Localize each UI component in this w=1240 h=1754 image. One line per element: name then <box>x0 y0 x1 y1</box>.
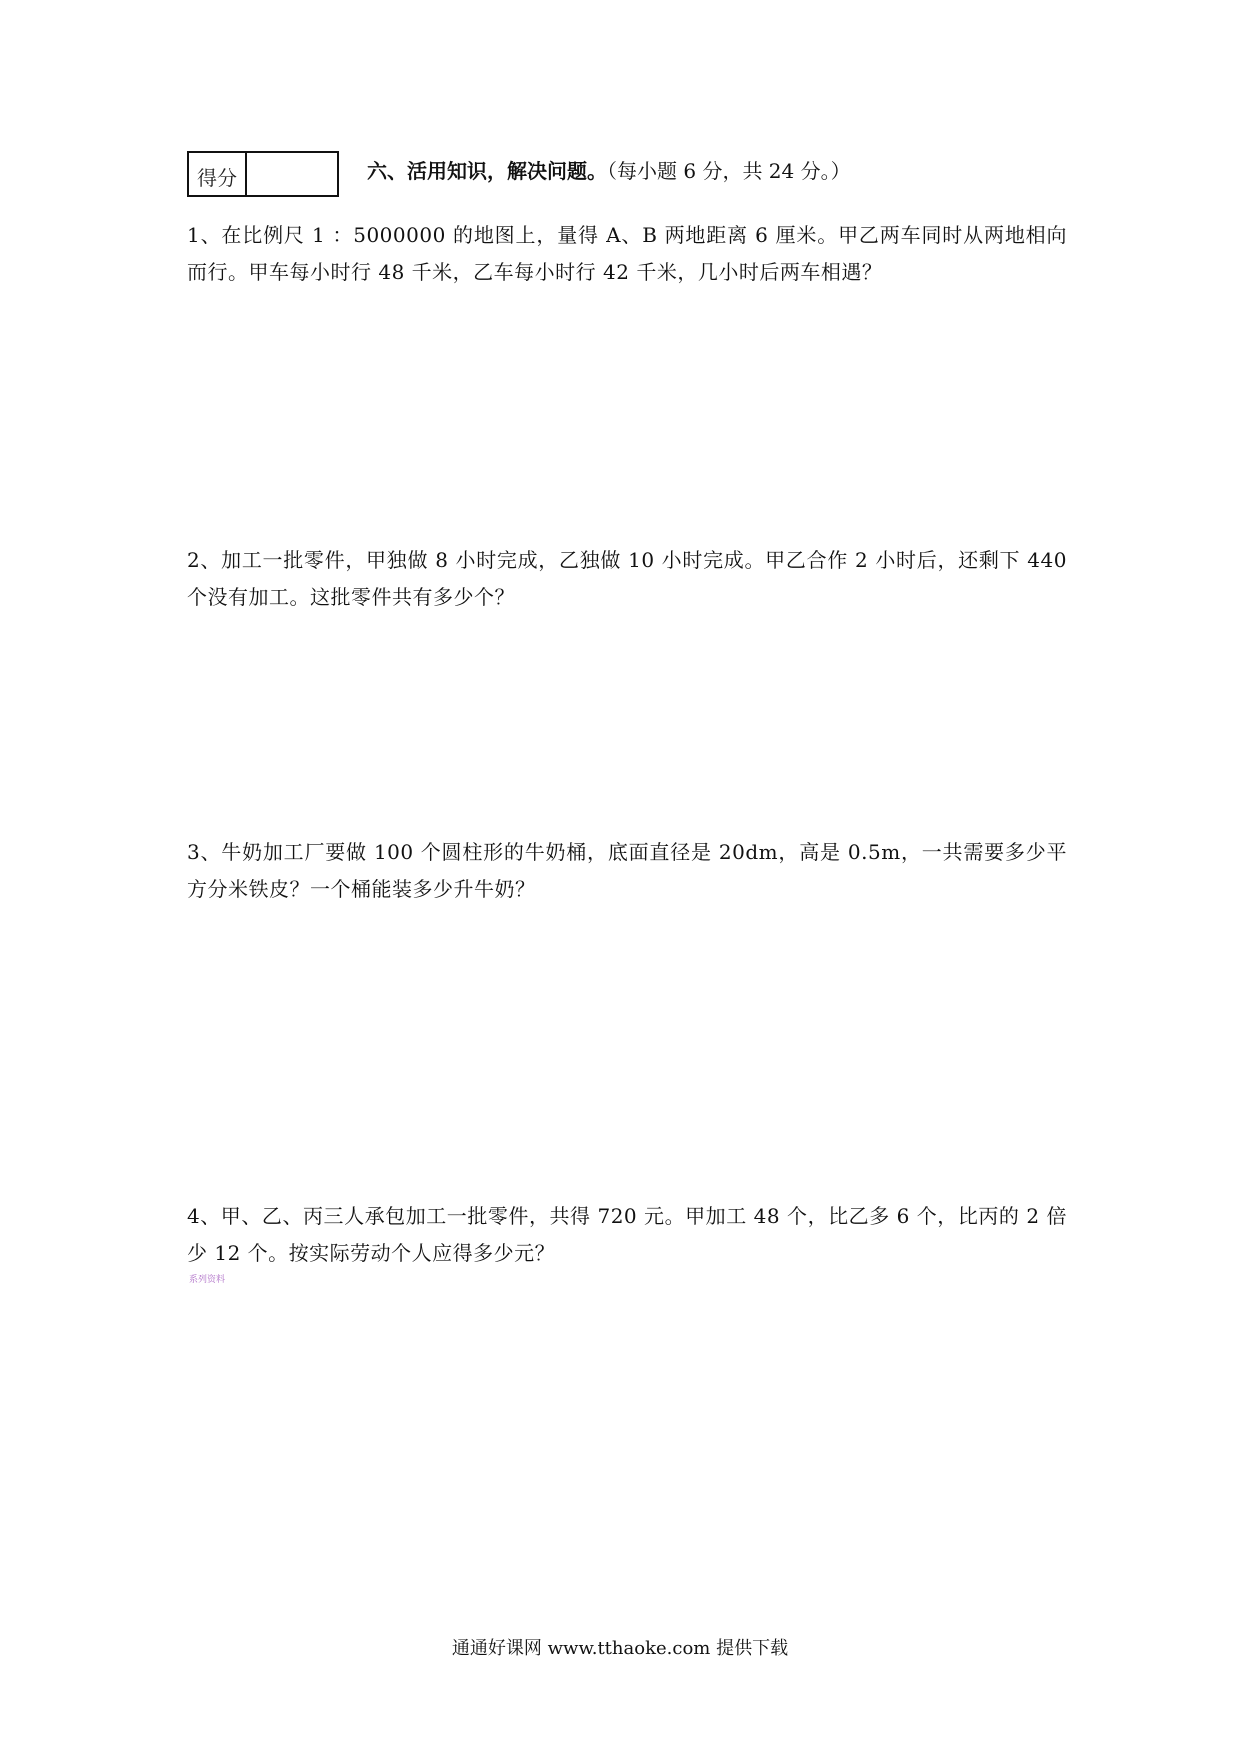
score-box <box>187 151 339 197</box>
question-4: 4、甲、乙、丙三人承包加工一批零件，共得 720 元。甲加工 48 个，比乙多 6 个，比丙的 2 倍少 12 个。按实际劳动个人应得多少元？ <box>187 1204 1067 1265</box>
score-value-cell <box>247 153 337 195</box>
section-title-main: 六、活用知识，解决问题。 <box>367 159 607 183</box>
question-3: 3、牛奶加工厂要做 100 个圆柱形的牛奶桶，底面直径是 20dm，高是 0.5m，一共需要多少平方分米铁皮？一个桶能装多少升牛奶？ <box>187 840 1067 901</box>
question-1: 1、在比例尺 1 ：5000000 的地图上，量得 A、B 两地距离 6 厘米。甲乙两车同时从两地相向而行。甲车每小时行 48 千米，乙车每小时行 42 千米，几小时后两车相遇？ <box>187 223 1067 284</box>
section-title-note: （每小题 6 分，共 24 分。） <box>607 159 851 183</box>
question-2: 2、加工一批零件，甲独做 8 小时完成，乙独做 10 小时完成。甲乙合作 2 小时后，还剩下 440 个没有加工。这批零件共有多少个？ <box>187 548 1067 609</box>
score-label: 得分 <box>189 153 247 195</box>
tiny-note: 系列资料 <box>189 1275 226 1285</box>
section-title <box>367 155 851 184</box>
footer-credit: 通通好课网 www.tthaoke.com 提供下载 <box>451 1638 789 1659</box>
